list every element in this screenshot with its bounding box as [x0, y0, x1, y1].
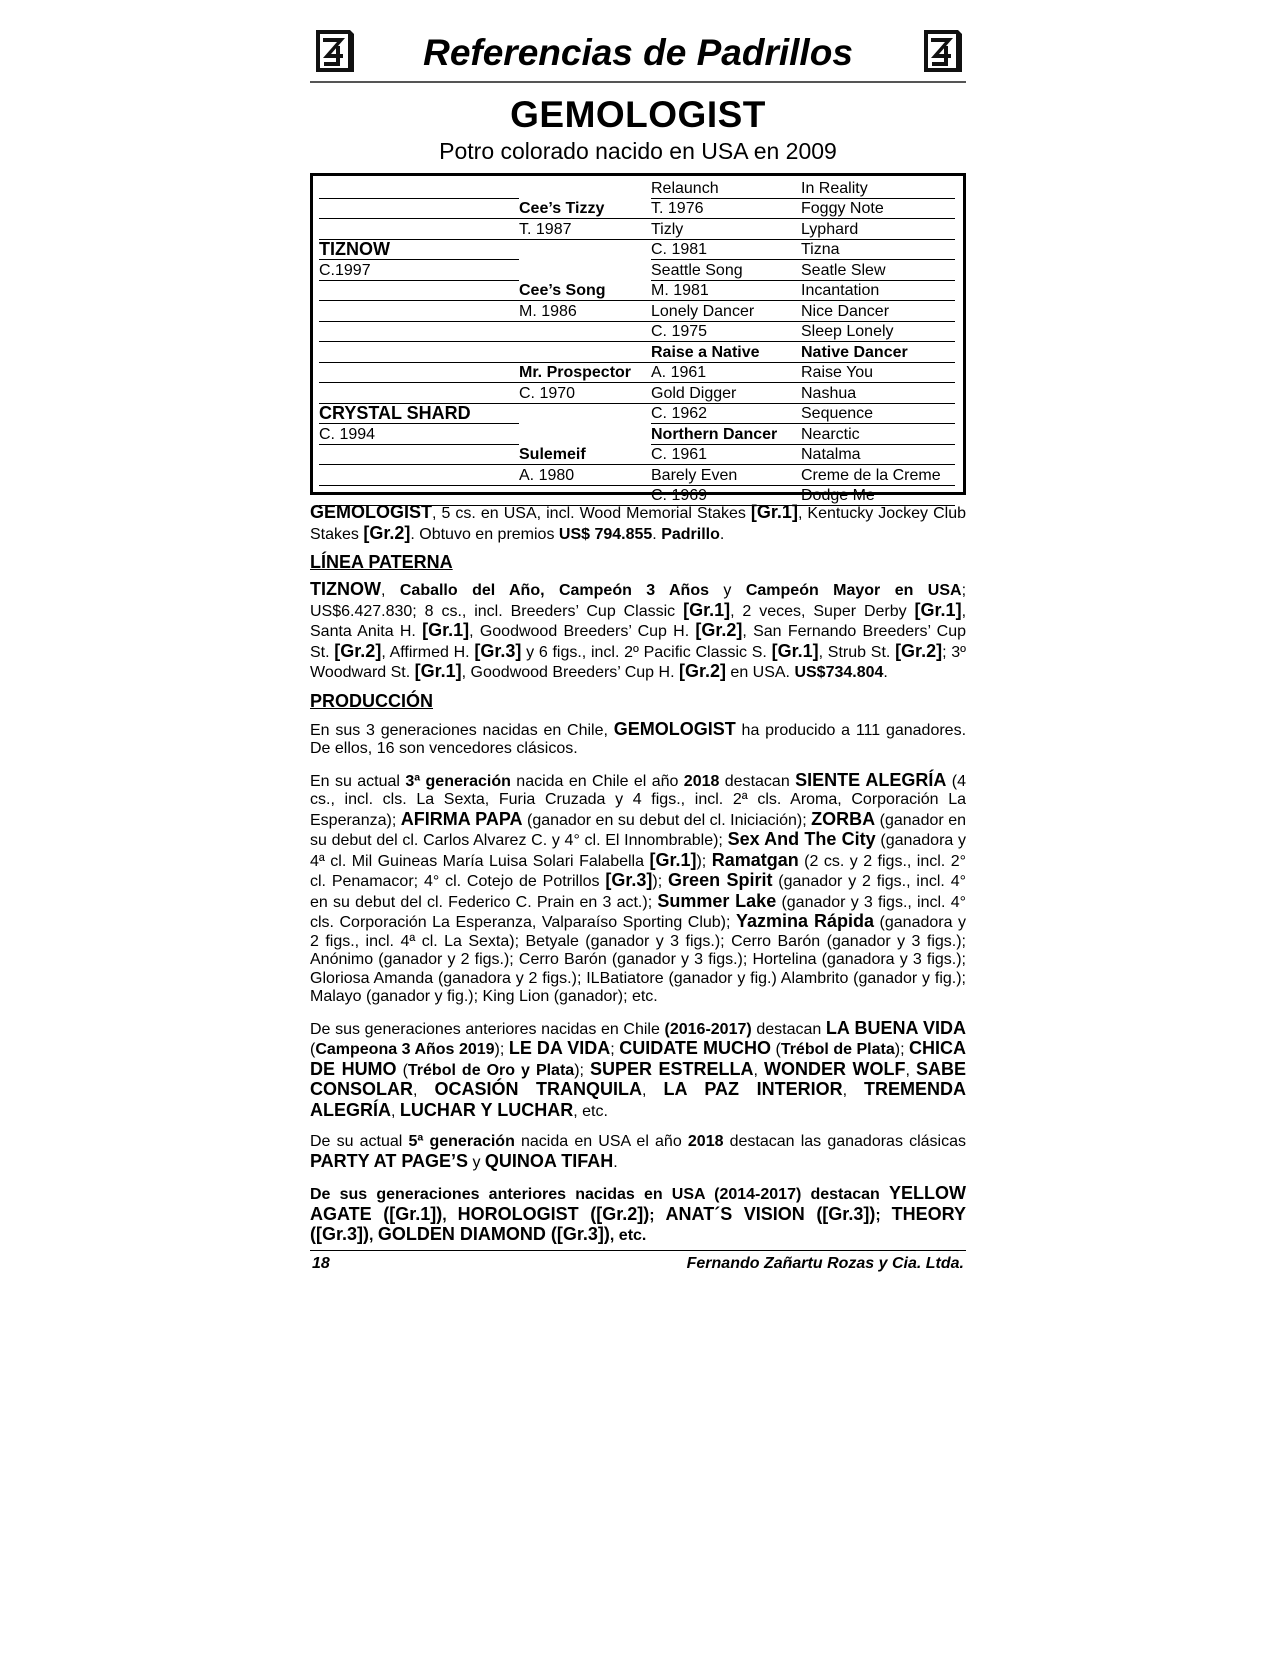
pedigree-cell: Northern Dancer: [651, 424, 801, 445]
text-run: .: [652, 525, 662, 543]
pedigree-cell: In Reality: [801, 178, 955, 198]
years-label: (2016-2017): [664, 1020, 752, 1038]
offspring-name: TREMENDA ALEGRÍA: [310, 1079, 967, 1120]
pedigree-cell: Seattle Song: [651, 260, 801, 281]
pedigree-cell: Cee’s Tizzy: [519, 198, 651, 219]
role-label: Padrillo: [661, 525, 720, 543]
text-run: ; US$6.427.830; 8 cs., incl. Breeders’ Cup Classic: [310, 582, 967, 620]
pedigree-cell: Foggy Note: [801, 198, 955, 219]
text-run: );: [494, 1041, 509, 1058]
grade-label: [Gr.1]: [649, 849, 697, 870]
text-run: .: [613, 1153, 618, 1171]
award-text: Trébol de Plata: [780, 1041, 895, 1058]
tercera-generacion-paragraph: [310, 771, 966, 1007]
pedigree-table: [310, 173, 966, 504]
generaciones-anteriores-chile-paragraph: [310, 1019, 966, 1122]
text-run: ,: [380, 582, 400, 599]
year-label: 2018: [683, 772, 720, 790]
text-run: ,: [369, 1227, 378, 1244]
offspring-name: AFIRMA PAPA: [400, 808, 523, 829]
pedigree-cell: Lyphard: [801, 219, 955, 240]
pedigree-cell: C. 1962: [651, 403, 801, 424]
text-run: .: [719, 525, 725, 543]
text-run: nacida en Chile el año: [510, 772, 684, 790]
text-run: , etc.: [573, 1102, 608, 1120]
grade-label: [Gr.1]: [750, 502, 798, 522]
text-run: y 6 figs., incl. 2º Pacific Classic S.: [521, 643, 772, 661]
text-run: , 2 veces, Super Derby: [730, 602, 915, 620]
pedigree-row: [319, 362, 955, 383]
offspring-name: Green Spirit: [668, 870, 773, 890]
pedigree-cell: [319, 178, 519, 198]
text-run: (ganadora y 4ª cl. Mil Guineas María Luisa Solari Falabella: [310, 832, 967, 870]
pedigree-row: [319, 280, 955, 301]
text-run: (ganador y 3 figs., incl. 4° cls. Corporación La Esperanza, Valparaíso Sporting Club);: [310, 893, 967, 931]
pedigree-cell: T. 1987: [519, 219, 651, 240]
grade-label: [Gr.3]: [474, 640, 522, 661]
pedigree-row: [319, 465, 955, 486]
pedigree-cell: Tizly: [651, 219, 801, 240]
pedigree-cell: C. 1961: [651, 444, 801, 465]
pedigree-cell: [319, 280, 519, 301]
text-run: ,: [642, 1082, 664, 1099]
pedigree-cell: T. 1976: [651, 198, 801, 219]
text-run: De sus generaciones anteriores nacidas en USA (2014-2017) destacan: [310, 1186, 889, 1203]
pedigree-cell: Natalma: [801, 444, 955, 465]
offspring-name: Yazmina Rápida: [735, 911, 875, 931]
text-run: y: [709, 582, 746, 599]
grade-label: [Gr.2]: [895, 640, 943, 661]
pedigree-cell: A. 1980: [519, 465, 651, 486]
pedigree-cell: Dodge Me: [801, 485, 955, 506]
pedigree-cell: [519, 260, 651, 281]
pedigree-cell: Sulemeif: [519, 444, 651, 465]
text-run: );: [652, 873, 669, 890]
pedigree-cell: C.1997: [319, 260, 519, 281]
text-run: . Obtuvo en premios: [410, 525, 559, 543]
company-name: Fernando Zañartu Rozas y Cia. Ltda.: [686, 1254, 964, 1272]
text-run: ;: [649, 1206, 666, 1224]
offspring-name: OCASIÓN TRANQUILA: [434, 1079, 643, 1099]
offspring-name: Summer Lake: [657, 890, 777, 911]
pedigree-row: [319, 424, 955, 445]
page-header: [310, 22, 966, 82]
text-run: destacan: [719, 772, 796, 790]
text-run: De sus generaciones anteriores nacidas en Chile: [310, 1020, 665, 1038]
horse-name-inline: GEMOLOGIST: [613, 718, 736, 739]
offspring-name: PARTY AT PAGE’S: [310, 1150, 469, 1171]
text-run: destacan: [751, 1020, 826, 1038]
offspring-name: ANAT´S VISION ([Gr.3]): [665, 1203, 876, 1224]
offspring-name: YELLOW AGATE ([Gr.1]): [310, 1183, 966, 1224]
text-run: ; 3º Woodward St.: [310, 643, 966, 681]
horse-name: GEMOLOGIST: [510, 94, 766, 135]
pedigree-cell: Gold Digger: [651, 383, 801, 404]
pedigree-cell: [519, 403, 651, 424]
prize-amount: US$734.804: [794, 664, 884, 681]
horse-description: Potro colorado nacido en USA en 2009: [439, 138, 837, 164]
pedigree-cell: A. 1961: [651, 362, 801, 383]
grade-label: [Gr.3]: [605, 870, 653, 890]
text-run: ,: [413, 1082, 435, 1099]
pedigree-cell: Nashua: [801, 383, 955, 404]
year-label: 2018: [687, 1133, 724, 1150]
sire-name: TIZNOW: [310, 579, 381, 599]
text-run: (: [770, 1041, 781, 1058]
text-run: , Santa Anita H.: [310, 602, 967, 640]
text-run: (4 cs., incl. cls. La Sexta, Furia Cruzada y 4 figs., incl. 2ª cls. Aroma, Corporación La Esperanza);: [310, 772, 967, 829]
offspring-name: GOLDEN DIAMOND ([Gr.3]): [377, 1224, 610, 1244]
award-text: Campeona 3 Años 2019: [315, 1041, 495, 1058]
pedigree-cell: [319, 321, 519, 342]
award-text: Caballo del Año, Campeón 3 Años: [399, 582, 709, 599]
text-run: ,: [391, 1102, 400, 1120]
pedigree-cell: M. 1986: [519, 301, 651, 322]
grade-label: [Gr.1]: [422, 620, 470, 640]
page: [310, 22, 966, 1273]
pedigree-cell: Seatle Slew: [801, 260, 955, 281]
linea-paterna-paragraph: [310, 580, 966, 683]
horse-name-inline: GEMOLOGIST: [310, 502, 433, 522]
pedigree-cell: [319, 444, 519, 465]
pedigree-cell: [519, 424, 651, 445]
award-text: Trébol de Oro y Plata: [407, 1061, 575, 1079]
pedigree-cell: [519, 342, 651, 363]
header-divider: [310, 81, 966, 83]
text-run: (ganadora y 2 figs., incl. 4ª cl. La Sexta); Betyale (ganador y 3 figs.); Cerro Barón (ganador y 3 figs.); Anónimo (ganador y 2 figs.); Cerro Barón (ganador y 3 figs.); Hortelina (ganadora y 3 figs.); Gloriosa Amanda (ganadora y 2 figs.); ILBatiatore (ganador y fig.) Alambrito (ganador y fig.); Malayo (ganador y fig.); King Lion (ganador); etc.: [310, 914, 966, 1005]
text-run: (ganador y 2 figs., incl. 4° en su debut del cl. Federico C. Prain en 3 act.);: [310, 873, 967, 911]
company-logo-icon: [918, 26, 966, 76]
text-run: );: [696, 852, 712, 870]
text-run: , Strub St.: [818, 643, 896, 661]
pedigree-row: [319, 219, 955, 240]
page-footer: [310, 1251, 966, 1273]
pedigree-cell: [319, 198, 519, 219]
offspring-name: SABE CONSOLAR: [310, 1058, 967, 1099]
pedigree-cell: Native Dancer: [801, 342, 955, 363]
text-run: (2 cs. y 2 figs., incl. 2° cl. Penamacor; 4° cl. Cotejo de Potrillos: [310, 852, 967, 890]
grade-label: [Gr.1]: [771, 640, 819, 661]
pedigree-row: [319, 260, 955, 281]
offspring-name: LA PAZ INTERIOR: [663, 1079, 843, 1099]
pedigree-cell: C. 1981: [651, 239, 801, 260]
text-run: ;: [610, 1041, 620, 1058]
header-title: Referencias de Padrillos: [423, 32, 853, 73]
offspring-name: HOROLOGIST ([Gr.2]): [457, 1203, 650, 1224]
pedigree-cell: Nearctic: [801, 424, 955, 445]
pedigree-cell: [319, 362, 519, 383]
quinta-generacion-usa-paragraph: [310, 1133, 966, 1172]
pedigree-row: [319, 301, 955, 322]
text-run: En su actual: [310, 772, 406, 790]
grade-label: [Gr.2]: [695, 620, 743, 640]
pedigree-row: [319, 403, 955, 424]
pedigree-cell: [319, 485, 519, 506]
section-heading-produccion: PRODUCCIÓN: [310, 690, 434, 711]
offspring-name: CHICA DE HUMO: [310, 1038, 967, 1079]
pedigree-cell: C. 1994: [319, 424, 519, 445]
text-run: , Goodwood Breeders’ Cup H.: [461, 664, 679, 681]
pedigree-cell: [519, 178, 651, 198]
pedigree-cell: Lonely Dancer: [651, 301, 801, 322]
text-run: ha producido a 111 ganadores. De ellos, 16 son vencedores clásicos.: [310, 721, 967, 757]
pedigree-cell: Sequence: [801, 403, 955, 424]
text-run: );: [894, 1041, 910, 1058]
pedigree-row: [319, 198, 955, 219]
text-run: (: [396, 1061, 408, 1079]
pedigree-cell: Sleep Lonely: [801, 321, 955, 342]
pedigree-cell: Mr. Prospector: [519, 362, 651, 383]
pedigree-cell: Relaunch: [651, 178, 801, 198]
text-run: ,: [753, 1061, 764, 1079]
text-run: y: [468, 1153, 485, 1171]
grade-label: [Gr.2]: [678, 661, 726, 681]
pedigree-cell: Incantation: [801, 280, 955, 301]
pedigree-cell: Nice Dancer: [801, 301, 955, 322]
offspring-name: THEORY ([Gr.3]): [310, 1203, 966, 1244]
offspring-name: SIENTE ALEGRÍA: [795, 769, 947, 790]
text-run: (ganador en su debut del cl. Carlos Alvarez C. y 4° cl. El Innombrable);: [310, 811, 966, 849]
offspring-name: ZORBA: [811, 808, 876, 829]
text-run: , 5 cs. en USA, incl. Wood Memorial Stakes: [432, 505, 751, 522]
produccion-intro-paragraph: [310, 720, 966, 759]
text-run: ,: [842, 1082, 865, 1099]
award-text: Campeón Mayor en USA: [745, 582, 962, 599]
grade-label: [Gr.1]: [414, 661, 462, 681]
offspring-name: Ramatgan: [711, 849, 799, 870]
pedigree-cell: [519, 239, 651, 260]
section-heading-linea-paterna: LÍNEA PATERNA: [310, 552, 453, 572]
text-run: En sus 3 generaciones nacidas en Chile,: [310, 721, 614, 739]
pedigree-row: [319, 239, 955, 260]
text-run: ,: [442, 1206, 458, 1224]
summary-paragraph: [310, 503, 966, 544]
pedigree-cell: C. 1970: [519, 383, 651, 404]
pedigree-cell: Raise a Native: [651, 342, 801, 363]
offspring-name: QUINOA TIFAH: [484, 1150, 614, 1171]
pedigree-row: [319, 321, 955, 342]
offspring-name: WONDER WOLF: [764, 1058, 906, 1079]
pedigree-cell: [319, 383, 519, 404]
pedigree-cell: [319, 301, 519, 322]
offspring-name: Sex And The City: [727, 829, 876, 849]
pedigree-row: [319, 342, 955, 363]
pedigree-cell: [519, 321, 651, 342]
pedigree-cell: Cee’s Song: [519, 280, 651, 301]
pedigree-row: [319, 178, 955, 198]
pedigree-cell: TIZNOW: [319, 239, 519, 260]
grade-label: [Gr.2]: [334, 640, 382, 661]
pedigree-cell: C. 1975: [651, 321, 801, 342]
generation-label: 3ª generación: [405, 772, 511, 790]
pedigree-cell: [319, 342, 519, 363]
page-number: 18: [312, 1254, 330, 1272]
text-run: ;: [875, 1206, 892, 1224]
offspring-name: LE DA VIDA: [508, 1038, 611, 1058]
offspring-name: LA BUENA VIDA: [825, 1017, 966, 1038]
text-run: destacan las ganadoras clásicas: [723, 1133, 967, 1150]
text-run: , Affirmed H.: [381, 643, 475, 661]
text-run: ,: [905, 1061, 916, 1079]
grade-label: [Gr.1]: [683, 599, 731, 620]
offspring-name: LUCHAR Y LUCHAR: [399, 1099, 574, 1120]
grade-label: [Gr.1]: [914, 599, 962, 620]
text-run: en USA.: [725, 664, 795, 681]
text-run: , Kentucky Jockey Club Stakes: [310, 505, 967, 543]
pedigree-cell: Raise You: [801, 362, 955, 383]
generation-label: 5ª generación: [408, 1133, 515, 1150]
prize-amount: US$ 794.855: [558, 525, 653, 543]
generaciones-anteriores-usa-paragraph: [310, 1184, 966, 1246]
text-run: , Goodwood Breeders’ Cup H.: [469, 623, 696, 640]
text-run: , etc.: [609, 1227, 647, 1244]
text-run: );: [574, 1061, 590, 1079]
text-run: .: [883, 664, 888, 681]
pedigree-row: [319, 383, 955, 404]
pedigree-row: [319, 485, 955, 506]
offspring-name: CUIDATE MUCHO: [619, 1038, 771, 1058]
text-run: (: [310, 1041, 316, 1058]
pedigree-cell: Barely Even: [651, 465, 801, 486]
pedigree-cell: [319, 465, 519, 486]
pedigree-cell: Tizna: [801, 239, 955, 260]
pedigree-cell: C. 1969: [651, 485, 801, 506]
text-run: De su actual: [310, 1133, 409, 1150]
text-run: nacida en USA el año: [514, 1133, 688, 1150]
pedigree-cell: Creme de la Creme: [801, 465, 955, 486]
text-run: , San Fernando Breeders’ Cup St.: [310, 623, 967, 661]
pedigree-row: [319, 444, 955, 465]
offspring-name: SUPER ESTRELLA: [589, 1058, 754, 1079]
pedigree-cell: M. 1981: [651, 280, 801, 301]
grade-label: [Gr.2]: [363, 522, 411, 543]
pedigree-cell: CRYSTAL SHARD: [319, 403, 519, 424]
text-run: (ganador en su debut del cl. Iniciación);: [522, 811, 812, 829]
pedigree-cell: [319, 219, 519, 240]
pedigree-cell: [519, 485, 651, 506]
